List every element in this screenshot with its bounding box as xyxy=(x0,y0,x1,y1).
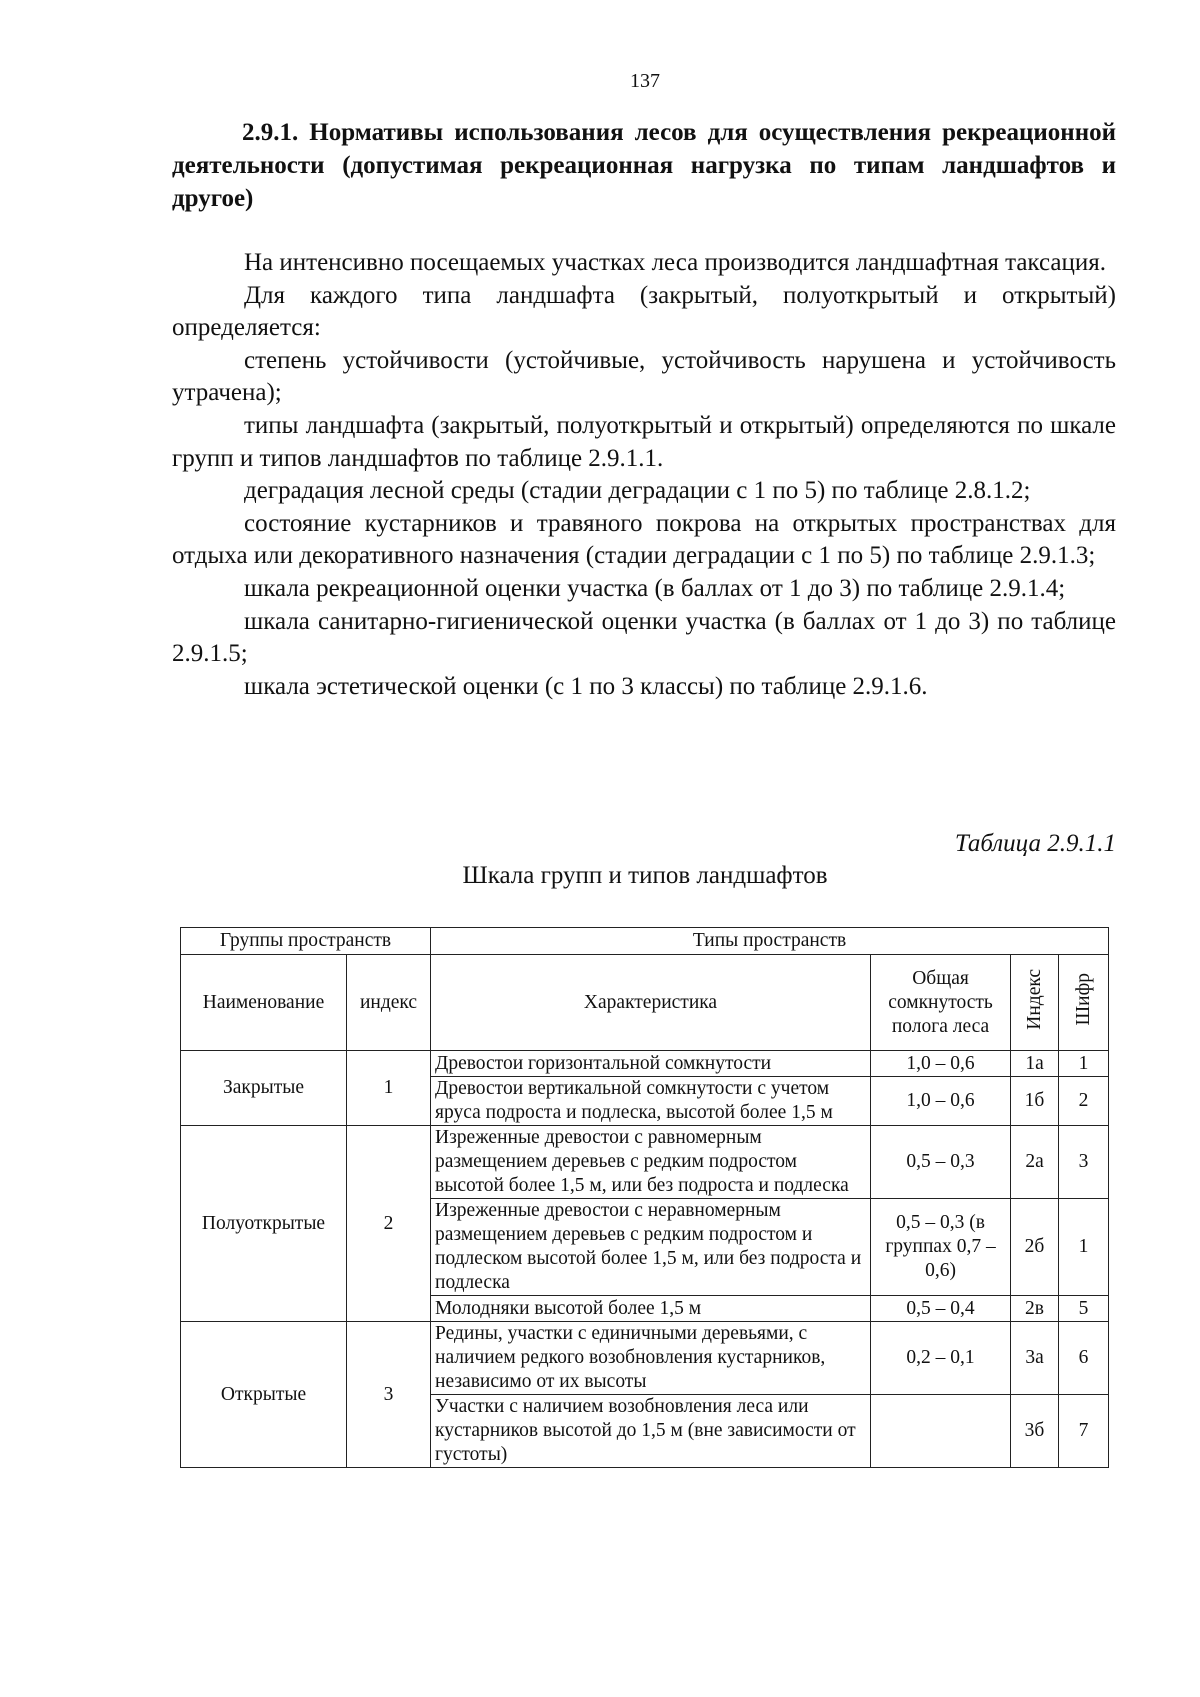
header-group-spaces: Группы пространств xyxy=(181,928,431,955)
row-type-index: 2в xyxy=(1011,1296,1059,1322)
section-heading xyxy=(172,116,1116,215)
row-type-index: 2а xyxy=(1011,1126,1059,1199)
page-number: 137 xyxy=(630,70,660,92)
section-number: 2.9.1. xyxy=(242,119,299,146)
header-name: Наименование xyxy=(181,955,347,1051)
paragraph: На интенсивно посещаемых участках леса производится ландшафтная таксация. xyxy=(244,249,1106,276)
row-type-index: 3б xyxy=(1011,1395,1059,1468)
row-code: 1 xyxy=(1059,1051,1109,1077)
group-name: Полуоткрытые xyxy=(181,1126,347,1322)
row-characteristic: Участки с наличием возобновления леса или кустарников высотой до 1,5 м (вне зависимости от густоты) xyxy=(431,1395,871,1468)
paragraph: Для каждого типа ландшафта (закрытый, полуоткрытый и открытый) определяется: xyxy=(172,281,1116,342)
row-density: 0,5 – 0,3 xyxy=(871,1126,1011,1199)
group-name: Закрытые xyxy=(181,1051,347,1126)
header-characteristic: Характеристика xyxy=(431,955,871,1051)
header-density: Общая сомкнутость полога леса xyxy=(871,955,1011,1051)
table-row xyxy=(181,1322,1109,1395)
row-type-index: 3а xyxy=(1011,1322,1059,1395)
header-code xyxy=(1059,955,1109,1051)
row-density: 1,0 – 0,6 xyxy=(871,1051,1011,1077)
section-title: Нормативы использования лесов для осуществления рекреационной деятельности (допустимая рекреационная нагрузка по типам ландшафтов и другое) xyxy=(172,119,1117,212)
group-index: 1 xyxy=(347,1051,431,1126)
row-characteristic: Изреженные древостои с равномерным размещением деревьев с редким подростом высотой более 1,5 м, или без подроста и подлеска xyxy=(431,1126,871,1199)
table-row xyxy=(181,1051,1109,1077)
row-density: 0,5 – 0,3 (в группах 0,7 – 0,6) xyxy=(871,1199,1011,1296)
header-index: индекс xyxy=(347,955,431,1051)
table-caption: Шкала групп и типов ландшафтов xyxy=(462,862,828,889)
row-type-index: 2б xyxy=(1011,1199,1059,1296)
landscape-table xyxy=(180,927,1109,1468)
row-density: 0,2 – 0,1 xyxy=(871,1322,1011,1395)
row-characteristic: Молодняки высотой более 1,5 м xyxy=(431,1296,871,1322)
row-characteristic: Древостои вертикальной сомкнутости с учетом яруса подроста и подлеска, высотой более 1,5 м xyxy=(431,1077,871,1126)
row-characteristic: Древостои горизонтальной сомкнутости xyxy=(431,1051,871,1077)
row-code: 1 xyxy=(1059,1199,1109,1296)
body-text xyxy=(172,247,1116,703)
paragraph: состояние кустарников и травяного покрова на открытых пространствах для отдыха или декоративного назначения (стадии деградации с 1 по 5) по таблице 2.9.1.3; xyxy=(172,509,1116,570)
paragraph: шкала эстетической оценки (с 1 по 3 классы) по таблице 2.9.1.6. xyxy=(244,672,928,700)
table-label: Таблица 2.9.1.1 xyxy=(954,830,1116,857)
header-code-label: Шифр xyxy=(1072,972,1094,1026)
row-density: 0,5 – 0,4 xyxy=(871,1296,1011,1322)
group-name: Открытые xyxy=(181,1322,347,1468)
row-density xyxy=(871,1395,1011,1468)
row-code: 5 xyxy=(1059,1296,1109,1322)
row-characteristic: Редины, участки с единичными деревьями, с наличием редкого возобновления кустарников, независимо от их высоты xyxy=(431,1322,871,1395)
paragraph: шкала рекреационной оценки участка (в баллах от 1 до 3) по таблице 2.9.1.4; xyxy=(244,574,1066,602)
paragraph: степень устойчивости (устойчивые, устойчивость нарушена и устойчивость утрачена); xyxy=(172,346,1116,407)
row-code: 6 xyxy=(1059,1322,1109,1395)
row-type-index: 1а xyxy=(1011,1051,1059,1077)
row-characteristic: Изреженные древостои с неравномерным размещением деревьев с редким подростом и подлеском высотой более 1,5 м, или без подроста и подлеска xyxy=(431,1199,871,1296)
header-type-index-label: Индекс xyxy=(1023,968,1045,1030)
table-row xyxy=(181,1126,1109,1199)
row-code: 2 xyxy=(1059,1077,1109,1126)
group-index: 2 xyxy=(347,1126,431,1322)
paragraph: шкала санитарно-гигиенической оценки участка (в баллах от 1 до 3) по таблице 2.9.1.5; xyxy=(172,607,1116,668)
row-density: 1,0 – 0,6 xyxy=(871,1077,1011,1126)
row-code: 3 xyxy=(1059,1126,1109,1199)
row-type-index: 1б xyxy=(1011,1077,1059,1126)
header-type-index xyxy=(1011,955,1059,1051)
paragraph: деградация лесной среды (стадии деградации с 1 по 5) по таблице 2.8.1.2; xyxy=(244,477,1031,505)
header-type-spaces: Типы пространств xyxy=(431,928,1109,955)
group-index: 3 xyxy=(347,1322,431,1468)
row-code: 7 xyxy=(1059,1395,1109,1468)
paragraph: типы ландшафта (закрытый, полуоткрытый и открытый) определяются по шкале групп и типов ландшафтов по таблице 2.9.1.1. xyxy=(172,411,1116,472)
